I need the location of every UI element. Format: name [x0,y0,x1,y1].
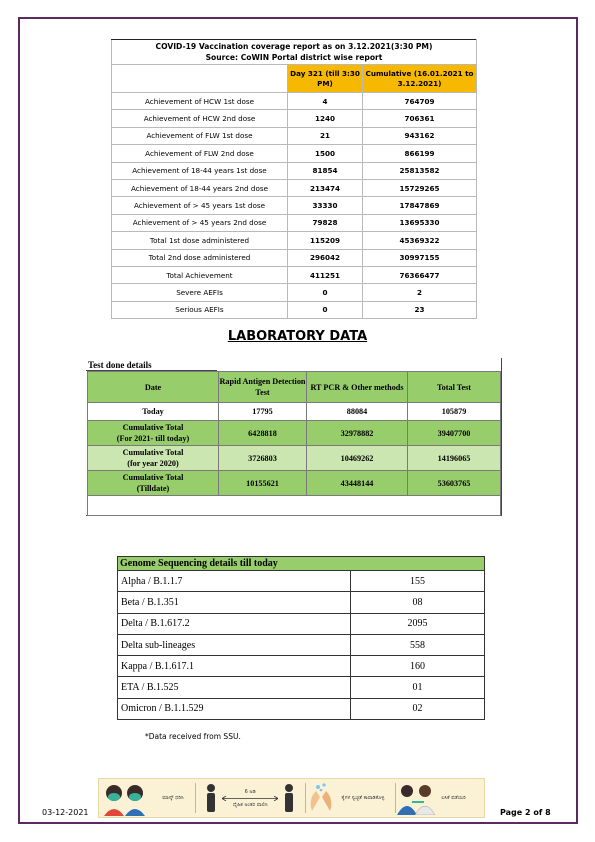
vaccination-row-label: Achievement of FLW 2nd dose [112,145,288,162]
vaccination-row-cumulative: 2 [363,284,477,301]
banner-vaccine-segment [396,779,484,817]
vaccination-row [112,145,477,162]
vaccination-row [112,197,477,214]
genome-count: 558 [351,634,485,655]
lab-row-label [88,471,219,496]
vaccination-row-cumulative: 866199 [363,145,477,162]
lab-row-rtpcr: 43448144 [307,471,408,496]
vaccination-row [112,110,477,127]
genome-row [118,613,485,634]
vaccination-table [111,39,477,319]
vaccination-row [112,179,477,196]
lab-row-label-line1: Cumulative Total [122,423,184,432]
person-icon [282,783,296,813]
genome-row [118,698,485,719]
lab-section-title: Test done details [88,360,152,370]
lab-header-total: Total Test [408,372,501,403]
vaccination-row-label: Achievement of 18-44 years 1st dose [112,162,288,179]
vaccination-row-label: Severe AEFIs [112,284,288,301]
vaccination-row-day: 21 [288,127,363,144]
vaccination-row-day: 79828 [288,214,363,231]
lab-row-label [88,421,219,446]
genome-count: 02 [351,698,485,719]
vaccination-row-label: Achievement of FLW 1st dose [112,127,288,144]
vaccination-row-label: Total 1st dose administered [112,232,288,249]
vaccination-title [112,40,477,65]
vaccination-row-cumulative: 76366477 [363,266,477,283]
vaccination-row-cumulative: 764709 [363,93,477,110]
vaccination-row-label: Serious AEFIs [112,301,288,318]
genome-count: 08 [351,592,485,613]
vaccination-row-cumulative: 30997155 [363,249,477,266]
lab-row-rat: 3726803 [219,446,307,471]
banner-distance-segment [196,779,305,817]
genome-variant: ETA / B.1.525 [118,677,351,698]
genome-variant: Alpha / B.1.1.7 [118,571,351,592]
vaccination-row-day: 1500 [288,145,363,162]
genome-variant: Delta / B.1.617.2 [118,613,351,634]
genome-row [118,571,485,592]
lab-row-label-line1: Cumulative Total [122,448,184,457]
vaccination-row-day: 0 [288,284,363,301]
lab-row-label [88,403,219,421]
vaccination-row-label: Achievement of > 45 years 2nd dose [112,214,288,231]
banner-mask-segment [99,779,195,817]
lab-heading: LABORATORY DATA [227,329,368,344]
vaccination-icon [396,781,436,815]
genome-row [118,656,485,677]
lab-header-rtpcr: RT PCR & Other methods [307,372,408,403]
genome-count: 01 [351,677,485,698]
banner-distance-top: 6 ಅಡಿ [244,788,256,795]
genome-row [118,634,485,655]
vaccination-header-cumulative: Cumulative (16.01.2021 to 3.12.2021) [363,65,477,93]
lab-row-total: 39407700 [408,421,501,446]
genome-row [118,592,485,613]
banner-vaccine-text: ಲಸಿಕೆ ಪಡೆಯಿರಿ [441,795,466,801]
page-current: 2 [524,808,531,817]
vaccination-title-line1: COVID-19 Vaccination coverage report as on 3.12.2021(3:30 PM) [155,42,433,51]
handwash-icon [306,781,336,815]
banner-handwash-text: ಕೈಗಳ ಸ್ವಚ್ಛತೆ ಕಾಪಾಡಿಕೊಳ್ಳಿ [341,795,385,801]
vaccination-row-day: 0 [288,301,363,318]
lab-row-label [88,446,219,471]
lab-row [88,403,501,421]
vaccination-row-label: Achievement of 18-44 years 2nd dose [112,179,288,196]
lab-row-label-line2: (for year 2020) [127,459,179,468]
vaccination-row-day: 411251 [288,266,363,283]
lab-row-total: 105879 [408,403,501,421]
banner-distance-text [222,788,278,809]
lab-row-label-line1: Cumulative Total [122,473,184,482]
vaccination-header-day: Day 321 (till 3:30 PM) [288,65,363,93]
lab-row-rat: 6428818 [219,421,307,446]
vaccination-title-row [112,40,477,65]
genome-variant: Omicron / B.1.1.529 [118,698,351,719]
vaccination-row-day: 81854 [288,162,363,179]
lab-row-total: 53603765 [408,471,501,496]
genome-header-row [118,557,485,571]
banner-handwash-segment [306,779,396,817]
person-icon [204,783,218,813]
vaccination-row-day: 33330 [288,197,363,214]
vaccination-row-day: 296042 [288,249,363,266]
lab-row-total: 14196065 [408,446,501,471]
vaccination-title-line2: Source: CoWIN Portal district wise report [205,53,383,62]
lab-table [87,371,501,516]
vaccination-row-label: Achievement of > 45 years 1st dose [112,197,288,214]
page-total: 8 [545,808,551,817]
lab-row-rtpcr: 10469262 [307,446,408,471]
mask-people-icon [99,780,155,816]
genome-count: 160 [351,656,485,677]
genome-row [118,677,485,698]
vaccination-row-cumulative: 943162 [363,127,477,144]
lab-row [88,471,501,496]
lab-header-rat: Rapid Antigen Detection Test [219,372,307,403]
lab-header-date: Date [88,372,219,403]
banner-mask-text: ಮಾಸ್ಕ್ ಧರಿಸಿ [162,795,184,801]
vaccination-row [112,127,477,144]
vaccination-row-cumulative: 23 [363,301,477,318]
banner-distance-bottom: ದೈಹಿಕ ಅಂತರ ಪಾಲಿಸಿ [232,801,268,808]
vaccination-row-label: Total 2nd dose administered [112,249,288,266]
vaccination-row [112,93,477,110]
genome-count: 155 [351,571,485,592]
lab-row [88,446,501,471]
vaccination-row-day: 213474 [288,179,363,196]
genome-variant: Delta sub-lineages [118,634,351,655]
footer-page-number [500,808,551,817]
vaccination-row-day: 1240 [288,110,363,127]
vaccination-row-day: 115209 [288,232,363,249]
genome-count: 2095 [351,613,485,634]
vaccination-row-cumulative: 45369322 [363,232,477,249]
vaccination-row-label: Achievement of HCW 1st dose [112,93,288,110]
vaccination-row [112,284,477,301]
vaccination-row [112,232,477,249]
lab-row-rat: 10155621 [219,471,307,496]
data-source-note: *Data received from SSU. [145,732,241,741]
lab-header-row [88,372,501,403]
vaccination-row-label: Total Achievement [112,266,288,283]
lab-row-rtpcr: 32978882 [307,421,408,446]
vaccination-row [112,214,477,231]
vaccination-row-cumulative: 706361 [363,110,477,127]
page-prefix: Page [500,808,525,817]
genome-table [117,556,485,720]
genome-title: Genome Sequencing details till today [118,557,485,571]
vaccination-row-label: Achievement of HCW 2nd dose [112,110,288,127]
lab-row [88,421,501,446]
genome-variant: Beta / B.1.351 [118,592,351,613]
vaccination-header-row [112,65,477,93]
lab-empty-cell [88,496,501,516]
lab-row-label-line1: Today [142,407,164,416]
vaccination-row [112,249,477,266]
vaccination-row-cumulative: 25813582 [363,162,477,179]
lab-empty-row [88,496,501,516]
vaccination-row [112,266,477,283]
vaccination-row [112,162,477,179]
lab-row-label-line2: (Tilldate) [136,484,170,493]
lab-row-label-line2: (For 2021- till today) [116,434,190,443]
genome-variant: Kappa / B.1.617.1 [118,656,351,677]
lab-row-rtpcr: 88084 [307,403,408,421]
vaccination-row [112,301,477,318]
vaccination-header-blank [112,65,288,93]
vaccination-row-cumulative: 13695330 [363,214,477,231]
vaccination-row-day: 4 [288,93,363,110]
vaccination-row-cumulative: 17847869 [363,197,477,214]
vaccination-row-cumulative: 15729265 [363,179,477,196]
page-of: of [530,808,546,817]
footer-date: 03-12-2021 [42,808,89,817]
covid-appropriate-behaviour-banner [98,778,485,818]
lab-row-rat: 17795 [219,403,307,421]
